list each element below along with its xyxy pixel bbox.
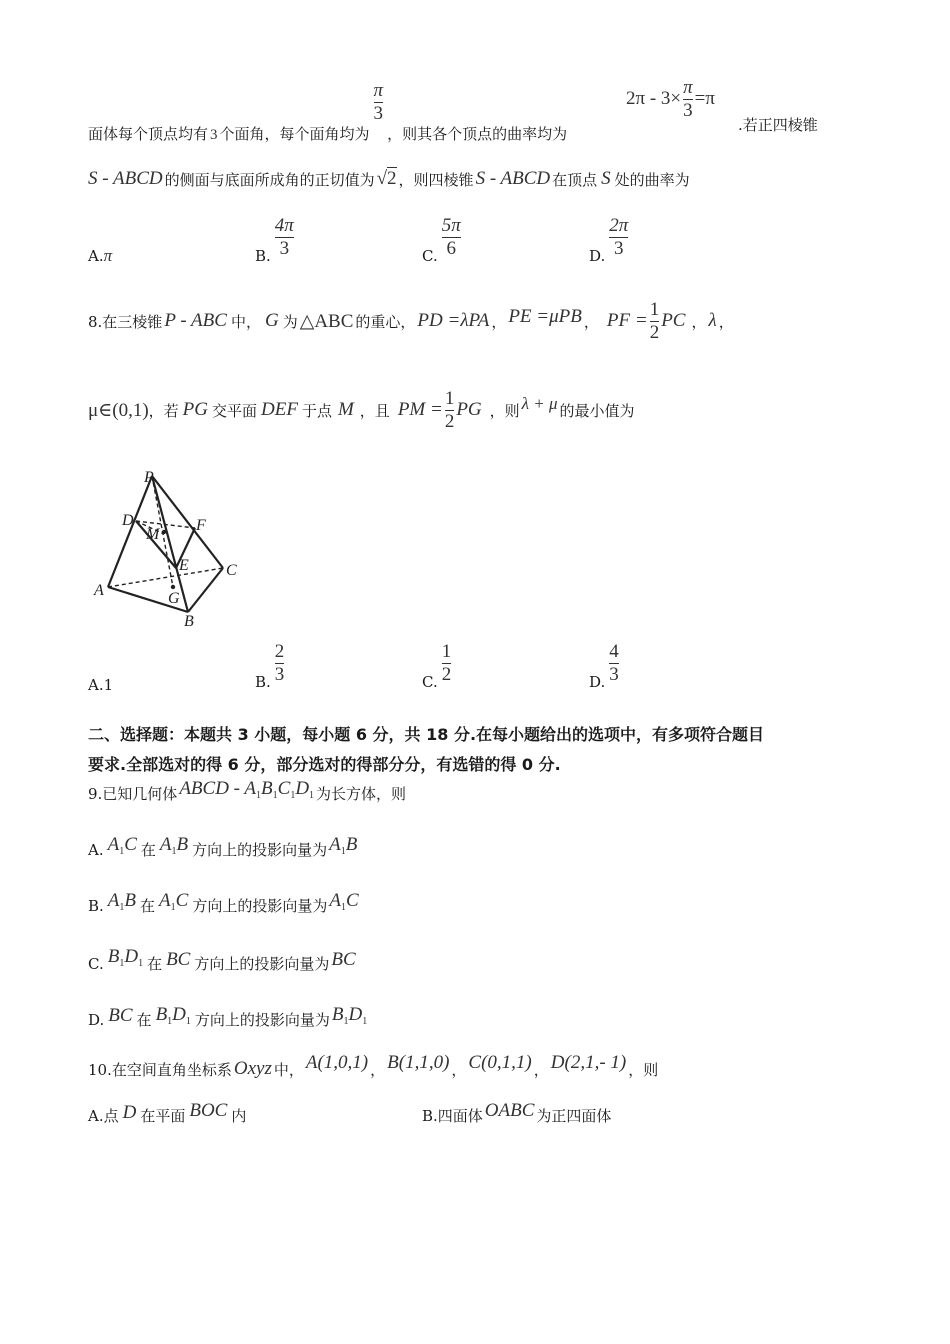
q8-line1-text-b: 中，	[230, 312, 261, 331]
q7-line2-text-c: 在顶点	[552, 170, 598, 189]
q7-expr-right: =π	[694, 88, 715, 110]
q7-line2	[88, 168, 690, 190]
q7-option-d-den: 3	[614, 237, 624, 259]
q8-option-a-value: 1	[103, 676, 114, 694]
q7-line1-fraction	[374, 81, 384, 124]
q8-line1-text-a: 8.在三棱锥	[88, 312, 163, 331]
q8-line1-math-e: PE =μPB	[508, 306, 582, 327]
q8-option-b-label: B.	[255, 672, 271, 691]
q10-coord-system: Oxyz	[233, 1058, 272, 1079]
q7-line1-text-b: 个面角，每个面角均为	[219, 125, 370, 143]
q8-line2-text-e: ，则	[489, 401, 520, 420]
q7-option-c-frac	[442, 216, 461, 259]
q7-option-c-label: C.	[422, 246, 438, 265]
q7-expr-left: 2π - 3×	[626, 88, 682, 110]
q8-line1-pf-frac	[650, 300, 660, 343]
q8-option-d[interactable]	[589, 642, 619, 693]
q9-text-a: 9.已知几何体	[88, 785, 178, 803]
q8-line2-text-a: ，若	[148, 401, 179, 420]
edge-pc	[152, 476, 223, 568]
q8-line1-pf-num: 1	[649, 298, 660, 320]
q8-option-b[interactable]	[255, 642, 284, 693]
q8-line1-text-f: ，	[583, 312, 599, 331]
q8-option-c[interactable]	[422, 642, 451, 693]
q9-text-b: 为长方体，则	[316, 785, 407, 803]
q7-option-c[interactable]	[422, 216, 461, 267]
q8-line2-text-b: 交平面	[212, 401, 258, 420]
vector-bc: BC	[166, 948, 191, 970]
q8-option-b-den: 3	[274, 663, 285, 685]
section2-heading-line2: 要求.全部选对的得 6 分，部分选对的得部分分，有选错的得 0 分.	[88, 755, 561, 774]
q8-line1-pf-right: PC	[661, 310, 686, 331]
label-e: E	[179, 557, 189, 574]
vector-b1d1: $B_1D_1$	[155, 1004, 191, 1027]
q7-line2-text-b: ，则四棱锥	[398, 170, 474, 189]
q7-line2-sqrt	[377, 168, 397, 190]
q10-point-d: D(2,1,- 1)	[550, 1052, 627, 1073]
q7-option-a[interactable]	[88, 246, 112, 266]
q8-option-c-label: C.	[422, 672, 438, 691]
q10-point-b: B(1,1,0)	[387, 1052, 450, 1073]
q7-line1-num-3: 3	[210, 127, 218, 143]
vector-bc-result: BC	[331, 948, 356, 970]
q7-line2-text-d: 处的曲率为	[614, 170, 690, 189]
q7-line2-text-a: 的侧面与底面所成角的正切值为	[164, 170, 375, 189]
q8-line2-math-e: λ + μ	[521, 394, 558, 413]
q7-expr-fraction	[683, 78, 693, 121]
label-a: A	[94, 582, 104, 599]
q8-line2-math-d: M	[337, 399, 354, 420]
q7-option-a-value: π	[103, 246, 113, 265]
q8-option-c-frac	[442, 642, 452, 685]
q8-line2-pm-den: 2	[444, 410, 455, 432]
q9-stem	[88, 778, 407, 805]
tetrahedron-figure	[88, 462, 258, 632]
q8-option-a[interactable]	[88, 676, 113, 694]
q7-line2-sqrt-val: 2	[387, 168, 397, 189]
q8-line1	[88, 296, 734, 346]
q8-line1-math-d: PD =λPA	[417, 310, 490, 331]
point-m	[162, 530, 166, 534]
q10-point-a: A(1,0,1)	[305, 1052, 369, 1073]
vector-bc: BC	[108, 1004, 133, 1026]
q7-option-b-num: 4π	[274, 215, 294, 236]
q8-line1-text-h: ，	[718, 312, 734, 331]
q7-line1-text-d: .若正四棱锥	[738, 116, 818, 134]
q7-option-d[interactable]	[589, 216, 628, 267]
label-d: D	[122, 512, 134, 529]
edge-bc	[188, 568, 223, 612]
q8-line2-text-f: 的最小值为	[559, 401, 635, 420]
q8-line1-math-c: △ABC	[299, 310, 354, 332]
q7-line1	[88, 80, 568, 144]
label-b: B	[184, 613, 194, 630]
q9-option-a[interactable]: A. $A_1C$ 在 $A_1B$ 方向上的投影向量为 $A_1B$	[88, 834, 358, 859]
q7-option-c-num: 5π	[441, 215, 461, 236]
q8-line2-text-c: 于点	[301, 401, 332, 420]
q8-line2-pm-right: PG	[456, 399, 482, 420]
label-m: M	[146, 526, 160, 543]
q7-line2-math-a: S - ABCD	[88, 168, 163, 189]
q8-option-d-frac	[609, 642, 619, 685]
vector-b1d1-result: $B_1D_1$	[331, 1004, 368, 1027]
q7-expr-den: 3	[683, 99, 693, 121]
q7-option-d-label: D.	[589, 246, 606, 265]
q8-option-a-label: A.	[88, 676, 104, 694]
q8-line1-pf-den: 2	[649, 321, 660, 343]
q8-line1-text-c: 为	[282, 312, 298, 331]
q8-line2-math-b: PG	[182, 399, 208, 420]
q8-line2-pm-left: PM =	[397, 399, 443, 420]
q10-option-b[interactable]: B.四面体 OABC 为正四面体	[422, 1100, 612, 1125]
q8-line2	[88, 384, 635, 436]
q8-option-c-den: 2	[441, 663, 452, 685]
q7-option-d-frac	[609, 216, 628, 259]
q7-line1-text-c: ，则其各个顶点的曲率均为	[387, 125, 568, 143]
point-g	[171, 585, 175, 589]
q8-line1-math-a: P - ABC	[164, 310, 227, 331]
q7-line1-text-a: 面体每个顶点均有	[88, 125, 209, 143]
q7-line2-math-b: S - ABCD	[475, 168, 551, 189]
vector-a1c: $A_1C$	[107, 834, 137, 857]
q8-line1-text-g: ，	[691, 312, 707, 331]
q7-line1-frac-num: π	[373, 80, 384, 102]
q8-line2-math-c: DEF	[261, 399, 298, 420]
q8-line1-pf-left: PF =	[606, 310, 648, 331]
q7-option-a-label: A.	[88, 247, 104, 265]
q10-option-a[interactable]: A.点 D 在平面 BOC 内	[88, 1100, 247, 1125]
q7-expr-num: π	[683, 77, 693, 98]
q8-line2-text-d: ，且	[359, 401, 390, 420]
q8-option-b-frac	[275, 642, 285, 685]
q8-line2-pm-frac	[445, 389, 455, 432]
vector-a1b: $A_1B$	[159, 834, 189, 857]
q9-option-c[interactable]: C. $B_1D_1$ 在 BC 方向上的投影向量为 BC	[88, 946, 356, 973]
q8-option-b-num: 2	[274, 641, 285, 662]
q7-line1-frac-den: 3	[373, 103, 384, 125]
q9-option-d[interactable]: D. BC 在 $B_1D_1$ 方向上的投影向量为 $B_1D_1$	[88, 1004, 368, 1029]
sqrt-icon: √	[376, 168, 388, 189]
edge-ac-hidden	[108, 568, 223, 587]
q8-line2-math-a: μ∈(0,1)	[88, 399, 149, 421]
q7-option-b-label: B.	[255, 246, 271, 265]
label-p: P	[144, 469, 154, 486]
q10-stem: 10.在空间直角坐标系 Oxyz 中， A(1,0,1) ， B(1,1,0) ， C(0,1,1) ， D(2,1,- 1) ，则	[88, 1052, 659, 1079]
vector-a1c-result: $A_1C$	[329, 890, 359, 913]
q8-option-d-den: 3	[609, 663, 619, 685]
section2-heading-line1: 二、选择题：本题共 3 小题，每小题 6 分，共 18 分.在每小题给出的选项中，有多项符合题目	[88, 725, 765, 744]
label-f: F	[196, 517, 206, 534]
q7-option-b[interactable]	[255, 216, 294, 267]
q8-line1-math-b: G	[264, 310, 279, 331]
q7-option-b-frac	[275, 216, 294, 259]
vector-a1b-result: $A_1B$	[329, 834, 358, 857]
q8-option-c-num: 1	[441, 641, 452, 662]
q10-point-c: C(0,1,1)	[468, 1052, 532, 1073]
vector-b1d1: $B_1D_1$	[107, 946, 144, 969]
q8-line1-text-e: ，	[491, 312, 507, 331]
label-c: C	[226, 562, 237, 579]
vector-a1c: $A_1C$	[159, 890, 189, 913]
q8-line1-math-g: λ	[708, 310, 717, 331]
vector-a1b: $A_1B$	[107, 890, 137, 913]
q9-option-b[interactable]: B. $A_1B$ 在 $A_1C$ 方向上的投影向量为 $A_1C$	[88, 890, 359, 915]
q8-line1-text-d: 的重心，	[355, 312, 416, 331]
q7-option-d-num: 2π	[609, 215, 629, 236]
q7-option-b-den: 3	[279, 237, 290, 259]
q7-line1-curvature-expr	[626, 78, 715, 121]
q9-solid-name: ABCD - $A_1B_1C_1D_1$	[179, 778, 315, 801]
label-g: G	[168, 590, 180, 607]
q8-option-d-num: 4	[609, 641, 619, 662]
q7-option-c-den: 6	[446, 237, 456, 259]
q8-option-d-label: D.	[589, 672, 606, 691]
q7-line2-math-c: S	[601, 168, 611, 189]
q8-line2-pm-num: 1	[444, 387, 455, 409]
